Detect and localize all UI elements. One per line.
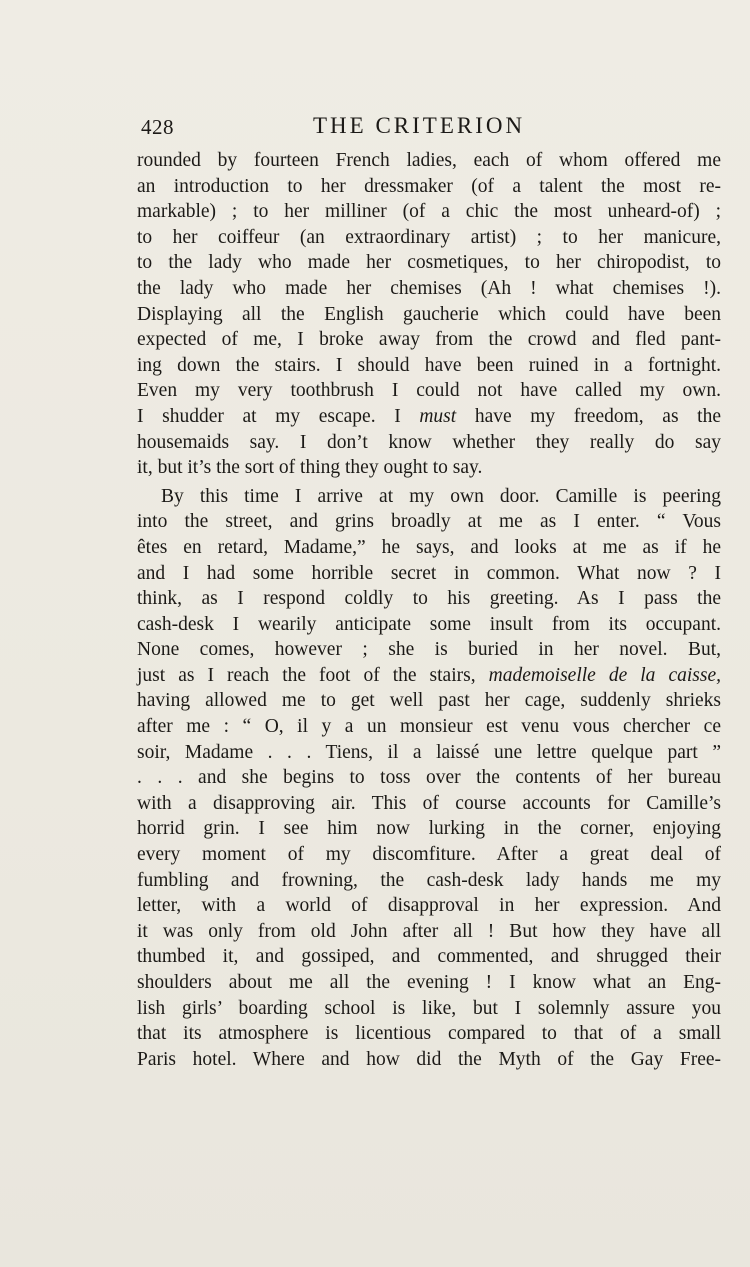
text-run: just as I reach the foot of the stairs, [137,664,489,686]
text-line: the lady who made her chemises (Ah ! what chemises !). [137,277,721,299]
text-line: Paris hotel. Where and how did the Myth of the Gay Free- [137,1048,721,1070]
text-line: think, as I respond coldly to his greeting. As I pass the [137,588,721,610]
page-number: 428 [141,115,174,139]
text-line: rounded by fourteen French ladies, each of whom offered me [137,150,721,171]
text-line: after me : “ O, il y a un monsieur est venu vous chercher ce [137,716,721,738]
text-line: and I had some horrible secret in common. What now ? I [137,562,721,584]
paragraph-first-line: By this time I arrive at my own door. Camille is peering [161,485,721,507]
text-run: I shudder at my escape. I [137,405,420,427]
text-line: an introduction to her dressmaker (of a talent the most re- [137,175,721,197]
text-line: fumbling and frowning, the cash-desk lady hands me my [137,869,721,891]
text-line: with a disapproving air. This of course accounts for Camille’s [137,792,721,814]
text-line: Even my very toothbrush I could not have called my own. [137,380,721,402]
text-line: it was only from old John after all ! But how they have all [137,920,721,942]
running-title: THE CRITERION [313,113,526,138]
text-line [137,404,721,430]
text-line: to the lady who made her cosmetiques, to her chiropodist, to [137,252,721,274]
text-line: every moment of my discomfiture. After a great deal of [137,844,721,866]
text-line: lish girls’ boarding school is like, but I solemnly assure you [137,997,721,1019]
text-line: into the street, and grins broadly at me as I enter. “ Vous [137,511,721,533]
text-line: . . . and she begins to toss over the contents of her bureau [137,767,721,789]
text-line: housemaids say. I don’t know whether they really do say [137,431,721,453]
body-text [137,148,721,1072]
text-line: thumbed it, and gossiped, and commented, and shrugged their [137,946,721,968]
text-line: Displaying all the English gaucherie which could have been [137,303,721,325]
text-line: êtes en retard, Madame,” he says, and looks at me as if he [137,536,721,558]
text-line [137,663,721,689]
text-line: shoulders about me all the evening ! I know what an Eng- [137,972,721,993]
text-line: expected of me, I broke away from the crowd and fled pant- [137,329,721,351]
text-line: markable) ; to her milliner (of a chic the most unheard-of) ; [137,201,721,223]
text-line: letter, with a world of disapproval in her expression. And [137,895,721,917]
text-line: having allowed me to get well past her cage, suddenly shrieks [137,690,721,712]
text-line: that its atmosphere is licentious compared to that of a small [137,1023,721,1045]
italic-text-run: must [419,405,457,427]
text-run: have my freedom, as the [456,405,721,427]
running-header [141,113,721,143]
text-line: ing down the stairs. I should have been ruined in a fortnight. [137,354,721,376]
text-line: it, but it’s the sort of thing they ought to say. [137,457,483,479]
text-line: soir, Madame . . . Tiens, il a laissé une lettre quelque part ” [137,741,721,763]
text-line: to her coiffeur (an extraordinary artist) ; to her manicure, [137,226,721,248]
italic-text-run: mademoiselle de la caisse, [488,664,721,686]
text-line: cash-desk I wearily anticipate some insult from its occupant. [137,613,721,635]
text-line: None comes, however ; she is buried in her novel. But, [137,639,721,661]
text-line: horrid grin. I see him now lurking in the corner, enjoying [137,818,721,840]
